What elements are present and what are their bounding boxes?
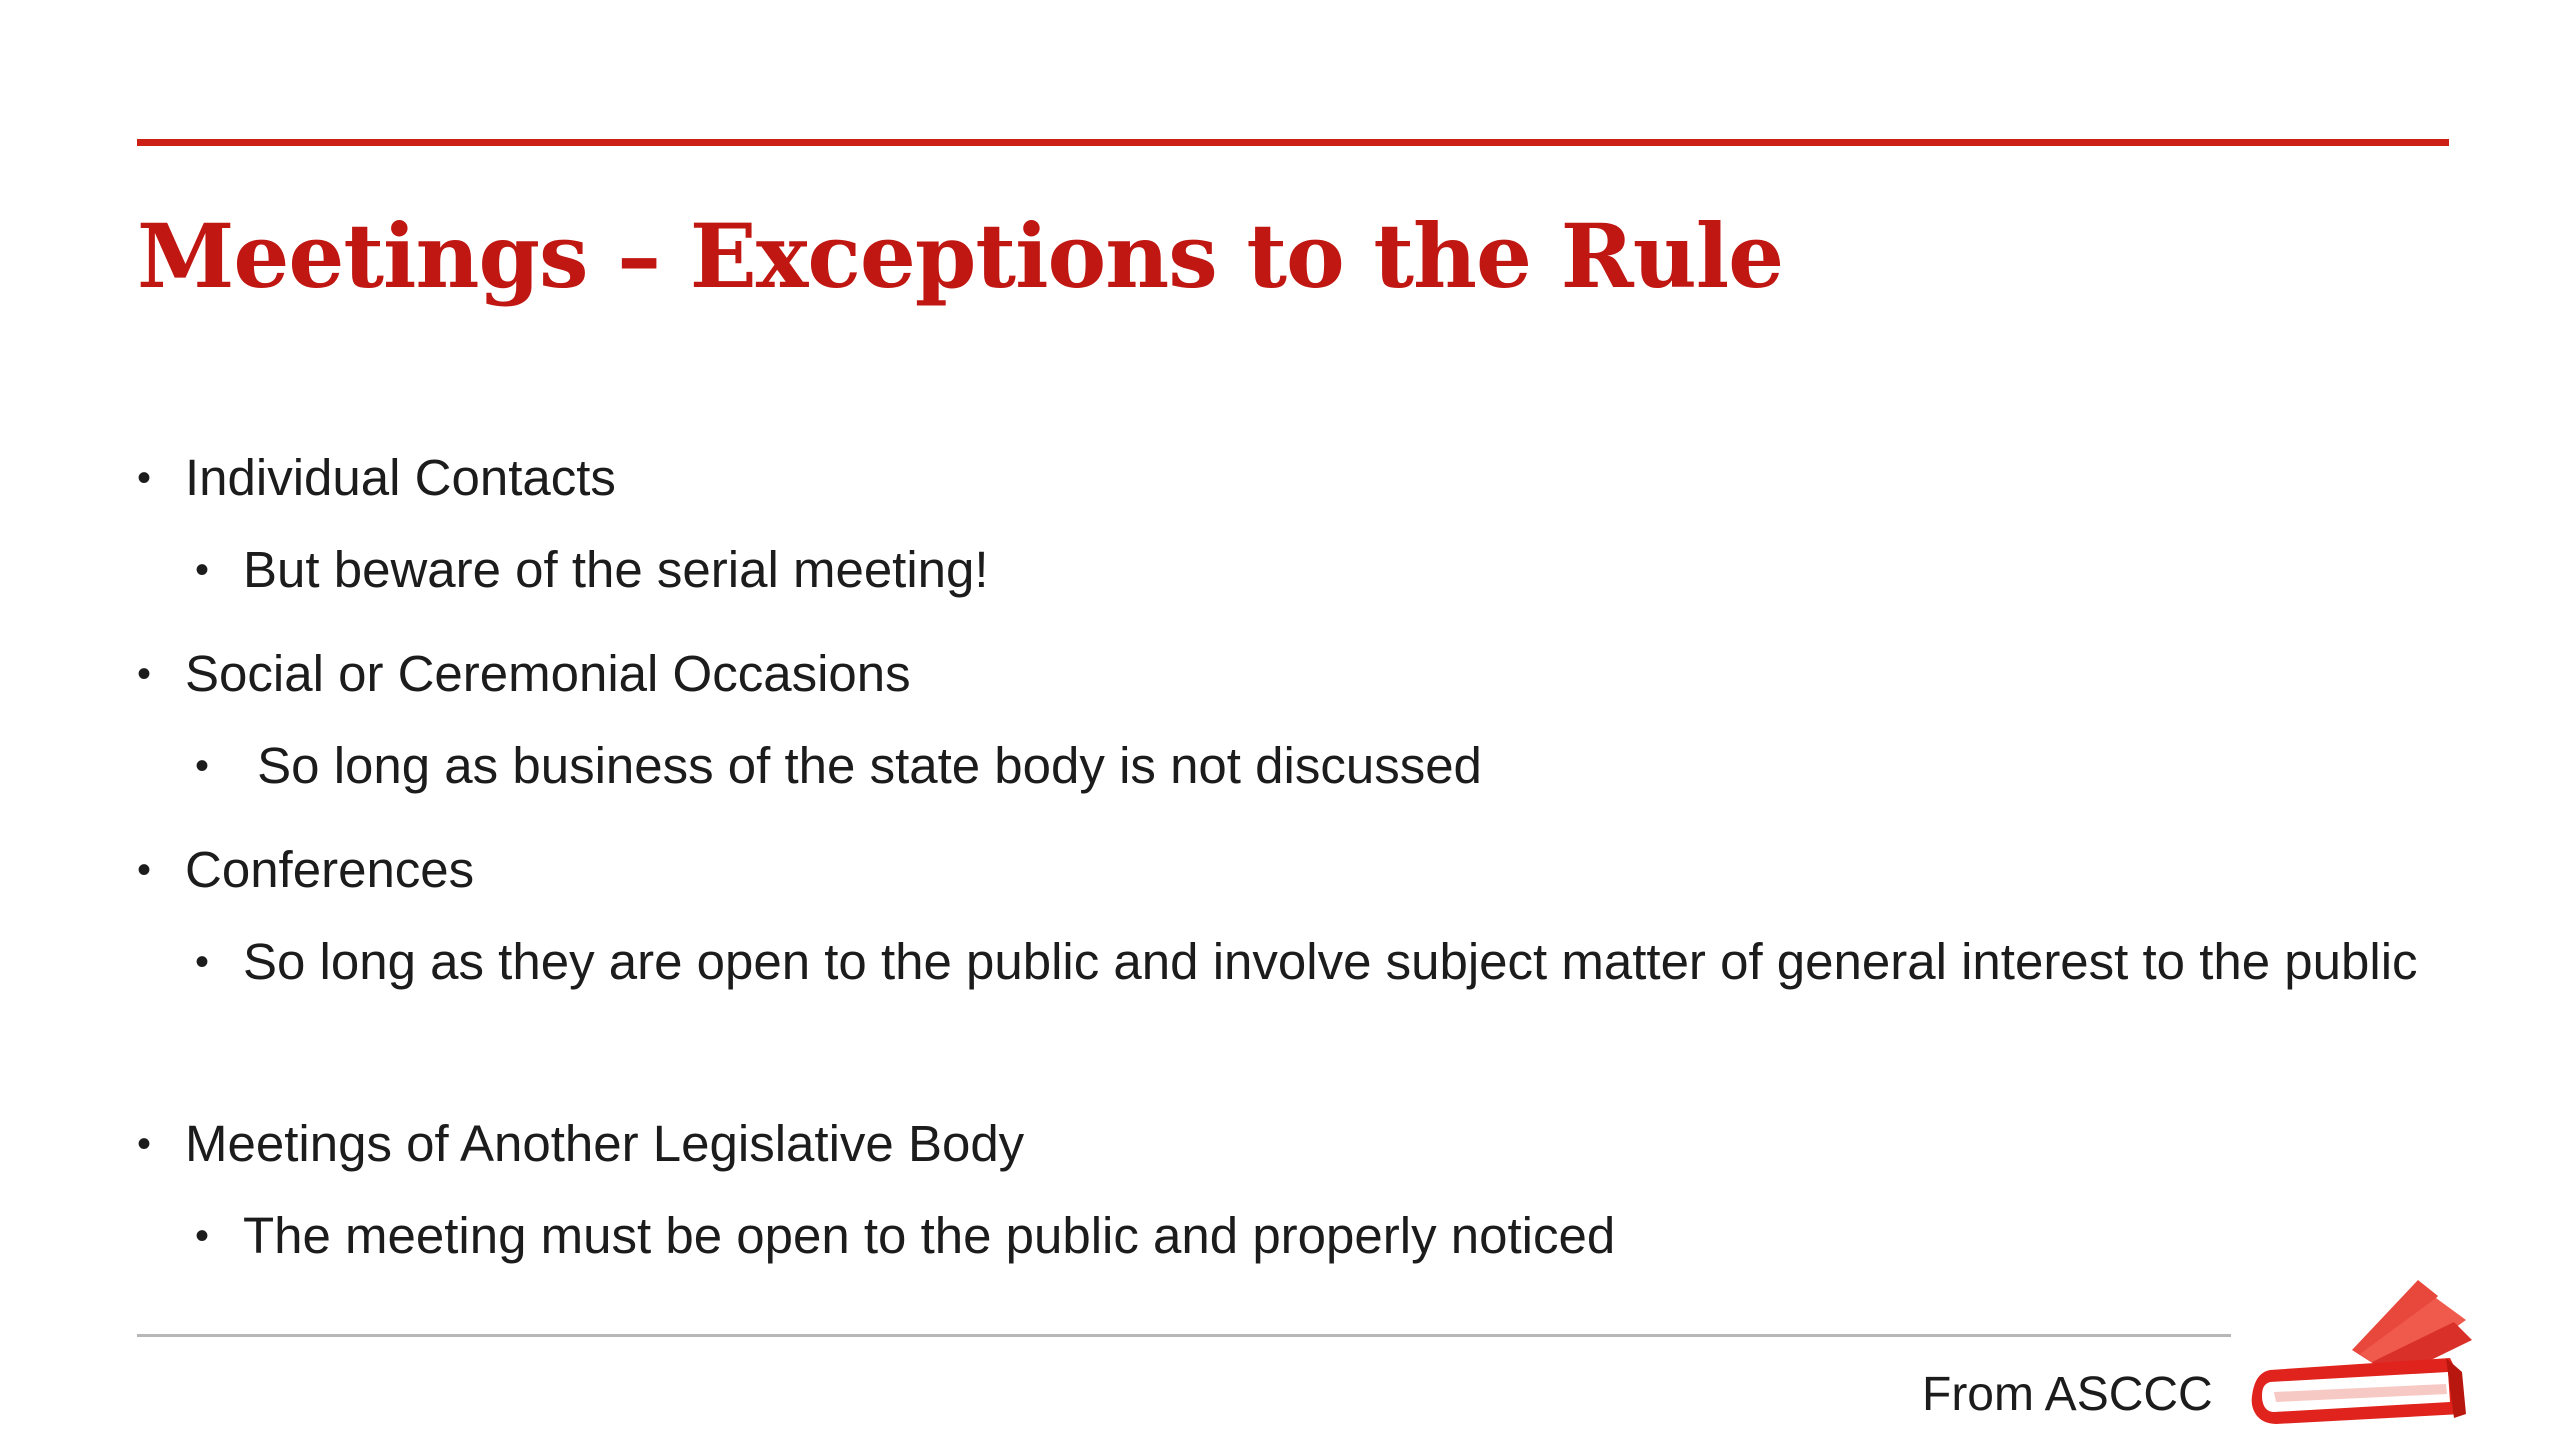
footer-divider — [137, 1334, 2231, 1337]
sub-bullet-item — [195, 727, 1482, 805]
bullet-text: Social or Ceremonial Occasions — [185, 645, 911, 702]
slide-title: Meetings – Exceptions to the Rule — [137, 204, 1784, 308]
bullet-dot: • — [137, 456, 152, 500]
bullet-text: Meetings of Another Legislative Body — [185, 1115, 1025, 1172]
bullet-dot: • — [137, 848, 152, 892]
sub-bullet-text: The meeting must be open to the public and properly noticed — [243, 1207, 1616, 1264]
book-stack-icon — [2240, 1262, 2480, 1432]
bullet-dot: • — [195, 744, 210, 788]
sub-bullet-item — [195, 923, 2453, 1001]
bullet-text: Conferences — [185, 841, 475, 898]
sub-bullet-text: But beware of the serial meeting! — [243, 541, 989, 598]
bullet-dot: • — [137, 652, 152, 696]
sub-bullet-text: So long as business of the state body is not discussed — [243, 737, 1482, 794]
source-credit: From ASCCC — [1922, 1368, 2213, 1421]
bullet-text: Individual Contacts — [185, 449, 616, 506]
bullet-item — [137, 635, 911, 713]
sub-bullet-item — [195, 531, 989, 609]
bullet-item — [137, 831, 474, 909]
bullet-dot: • — [195, 940, 210, 984]
bullet-dot: • — [137, 1122, 152, 1166]
sub-bullet-text: So long as they are open to the public and involve subject matter of general interest to the public — [243, 933, 2418, 990]
bullet-item — [137, 1105, 1024, 1183]
bullet-item — [137, 439, 616, 517]
bullet-dot: • — [195, 1214, 210, 1258]
title-top-rule — [137, 139, 2449, 146]
sub-bullet-item — [195, 1197, 1615, 1275]
bullet-dot: • — [195, 548, 210, 592]
